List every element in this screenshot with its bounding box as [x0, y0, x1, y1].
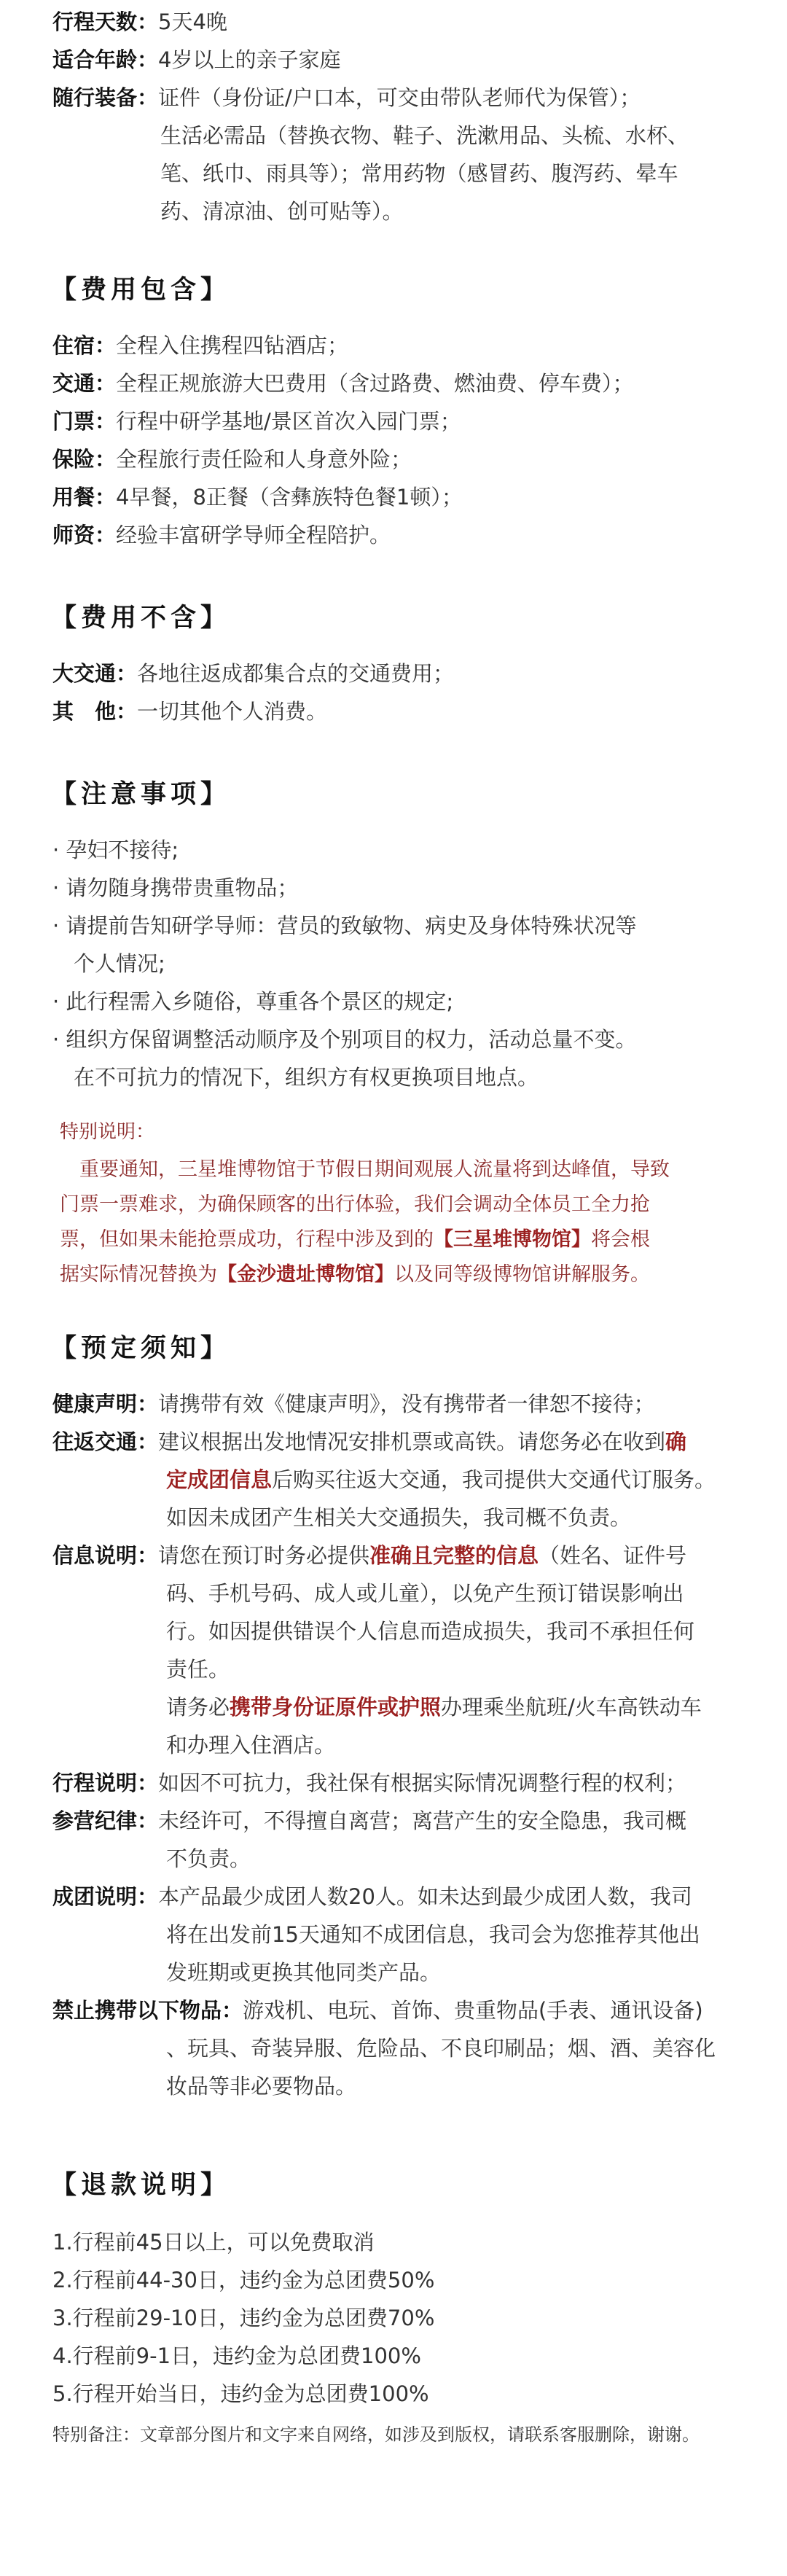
notice-line: 个人情况; [52, 951, 165, 976]
booking-info-line: 和办理入住酒店。 [166, 1733, 336, 1757]
booking-discipline-line: 不负责。 [166, 1846, 251, 1871]
trip-gear [52, 79, 758, 117]
trip-age-value: 4岁以上的亲子家庭 [158, 47, 341, 72]
included-item: 师资：经验丰富研学导师全程陪护。 [52, 523, 391, 547]
booking-banned-line: 妆品等非必要物品。 [166, 2074, 357, 2099]
booking-info-line: 请务必携带身份证原件或护照办理乘坐航班/火车高铁动车 [166, 1695, 702, 1720]
notice-line: 在不可抗力的情况下，组织方有权更换项目地点。 [52, 1065, 539, 1090]
trip-gear-line: 生活必需品（替换衣物、鞋子、洗漱用品、头梳、水杯、 [160, 123, 689, 148]
trip-days [52, 3, 758, 41]
included-item: 住宿：全程入住携程四钻酒店； [52, 333, 349, 358]
included-item: 保险：全程旅行责任险和人身意外险； [52, 447, 412, 472]
booking-transport-line: 定成团信息后购买往返大交通，我司提供大交通代订服务。 [166, 1467, 716, 1492]
trip-gear-line: 笔、纸巾、雨具等）；常用药物（感冒药、腹泻药、晕车 [160, 161, 678, 186]
booking-info: 信息说明：请您在预订时务必提供准确且完整的信息（姓名、证件号 [52, 1543, 687, 1568]
trip-days-value: 5天4晚 [158, 9, 227, 34]
sanxingdui-museum: 【三星堆博物馆】 [434, 1228, 591, 1251]
booking-group: 成团说明：本产品最少成团人数20人。如未达到最少成团人数，我司 [52, 1884, 692, 1909]
refund-item: 1.行程前45日以上，可以免费取消 [52, 2230, 375, 2255]
booking-discipline: 参营纪律：未经许可，不得擅自离营；离营产生的安全隐患，我司概 [52, 1808, 687, 1833]
jinsha-museum: 【金沙遗址博物馆】 [217, 1263, 394, 1286]
refund-item: 2.行程前44-30日，违约金为总团费50% [52, 2268, 435, 2292]
booking-info-line: 行。如因提供错误个人信息而造成损失，我司不承担任何 [166, 1619, 695, 1644]
booking-health: 健康声明：请携带有效《健康声明》，没有携带者一律恕不接待； [52, 1392, 655, 1416]
section-title-notice: 【注意事项】 [51, 780, 231, 809]
refund-item: 3.行程前29-10日，违约金为总团费70% [52, 2306, 435, 2330]
excluded-item: 其 他：一切其他个人消费。 [52, 699, 328, 724]
notice-line: · 请提前告知研学导师：营员的致敏物、病史及身体特殊状况等 [52, 913, 637, 938]
notice-line: · 孕妇不接待; [52, 838, 179, 862]
booking-info-line: 码、手机号码、成人或儿童），以免产生预订错误影响出 [166, 1581, 684, 1606]
booking-itinerary: 行程说明：如因不可抗力，我社保有根据实际情况调整行程的权利； [52, 1771, 687, 1795]
section-title-excluded: 【费用不含】 [51, 604, 231, 633]
booking-info-line: 责任。 [166, 1657, 230, 1682]
booking-transport: 往返交通：建议根据出发地情况安排机票或高铁。请您务必在收到确 [52, 1429, 687, 1454]
booking-group-line: 将在出发前15天通知不成团信息，我司会为您推荐其他出 [166, 1922, 700, 1947]
trip-age-label: 适合年龄： [52, 47, 159, 72]
special-note-line: 据实际情况替换为【金沙遗址博物馆】以及同等级博物馆讲解服务。 [60, 1263, 650, 1286]
footnote: 特别备注：文章部分图片和文字来自网络，如涉及到版权，请联系客服删除，谢谢。 [52, 2424, 700, 2445]
included-item: 门票：行程中研学基地/景区首次入园门票； [52, 409, 461, 434]
booking-banned: 禁止携带以下物品：游戏机、电玩、首饰、贵重物品(手表、通讯设备) [52, 1998, 703, 2023]
notice-line: · 组织方保留调整活动顺序及个别项目的权力，活动总量不变。 [52, 1027, 637, 1052]
section-title-booking: 【预定须知】 [51, 1334, 231, 1363]
trip-days-label: 行程天数： [52, 9, 159, 34]
section-title-refund: 【退款说明】 [51, 2171, 231, 2200]
notice-line: · 请勿随身携带贵重物品； [52, 875, 299, 900]
trip-gear-label: 随行装备： [52, 85, 159, 110]
booking-banned-line: 、玩具、奇装异服、危险品、不良印刷品；烟、酒、美容化 [166, 2036, 716, 2061]
trip-age [52, 41, 758, 79]
trip-gear-line: 药、清凉油、创可贴等）。 [160, 199, 404, 224]
notice-line: · 此行程需入乡随俗，尊重各个景区的规定; [52, 989, 454, 1014]
special-note-line: 重要通知，三星堆博物馆于节假日期间观展人流量将到达峰值，导致 [60, 1158, 670, 1181]
excluded-item: 大交通：各地往返成都集合点的交通费用； [52, 661, 455, 686]
trip-gear-line: 证件（身份证/户口本，可交由带队老师代为保管）； [158, 85, 641, 110]
special-note-line: 票，但如果未能抢票成功，行程中涉及到的【三星堆博物馆】将会根 [60, 1228, 650, 1251]
booking-transport-line: 如因未成团产生相关大交通损失，我司概不负责。 [166, 1505, 632, 1530]
special-note-line: 门票一票难求，为确保顾客的出行体验，我们会调动全体员工全力抢 [60, 1193, 650, 1216]
included-item: 用餐：4早餐，8正餐（含彝族特色餐1顿）； [52, 485, 463, 510]
booking-group-line: 发班期或更换其他同类产品。 [166, 1960, 442, 1985]
special-note-title: 特别说明： [60, 1121, 155, 1143]
refund-item: 5.行程开始当日，违约金为总团费100% [52, 2381, 429, 2406]
included-item: 交通：全程正规旅游大巴费用（含过路费、燃油费、停车费）； [52, 371, 634, 396]
refund-item: 4.行程前9-1日，违约金为总团费100% [52, 2343, 421, 2368]
section-title-included: 【费用包含】 [51, 276, 231, 305]
